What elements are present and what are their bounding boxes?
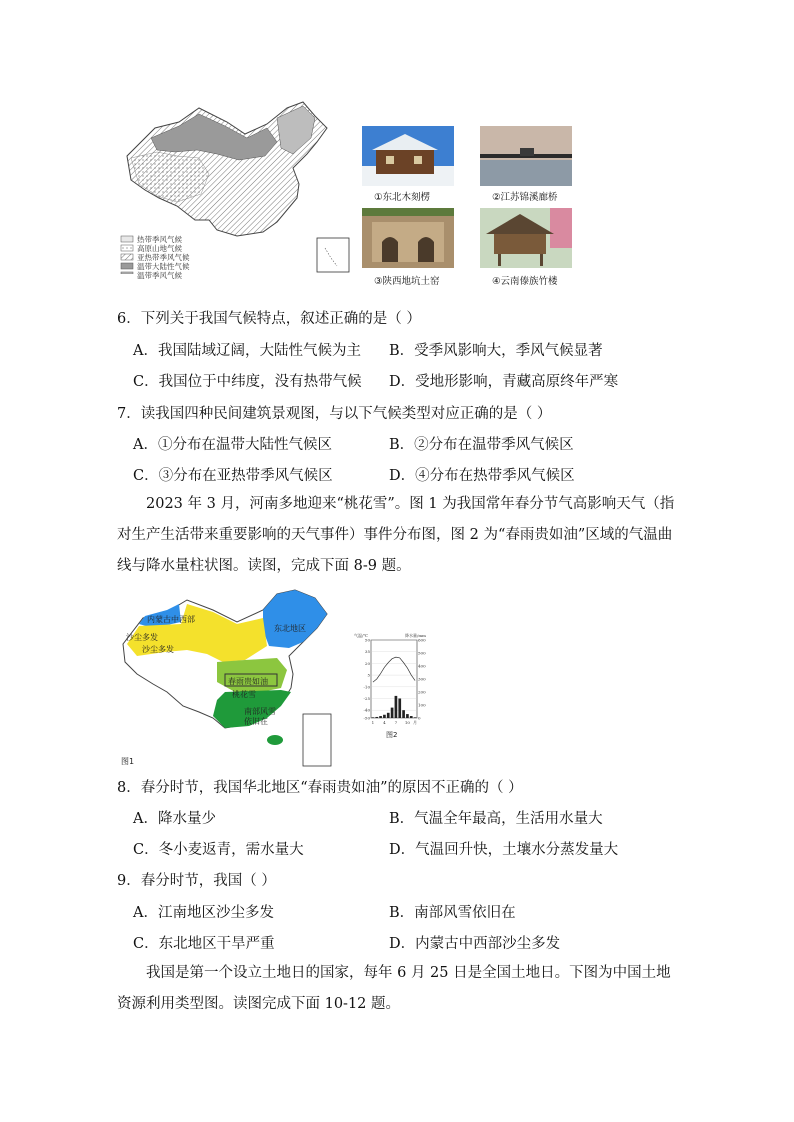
q6-option-c[interactable]: C．我国位于中纬度，没有热带气候 (133, 374, 362, 390)
y-tick-label: -40 (363, 707, 370, 713)
precip-bar (406, 714, 409, 718)
question-8-stem: 8．春分时节，我国华北地区“春雨贵如油”的原因不正确的（ ） (117, 780, 523, 796)
y-tick-label: -50 (363, 715, 370, 721)
passage-10-12: 我国是第一个设立土地日的国家，每年 6 月 25 日是全国土地日。下图为中国土地资源利用类型图。读图完成下面 10-12 题。 (117, 965, 671, 1012)
precip-bar (391, 708, 394, 718)
climate-chart (353, 630, 435, 742)
x-tick-label: 4 (383, 720, 386, 725)
legend-item: 温带大陆性气候 (137, 262, 190, 271)
log-house-photo (362, 126, 454, 186)
q9-option-d[interactable]: D．内蒙古中西部沙尘多发 (389, 936, 561, 952)
q8-option-b[interactable]: B．气温全年最高，生活用水量大 (389, 811, 603, 827)
x-tick-label: 月 (413, 720, 417, 725)
precip-bar (372, 717, 375, 718)
passage-8-9: 2023 年 3 月，河南多地迎来“桃花雪”。图 1 为我国常年春分节气高影响天气（指对生产生活带来重要影响的天气事件）事件分布图，图 2 为“春雨贵如油”区域的气温曲线与降水量柱状图。读图，完成下面 8-9 题。 (117, 496, 675, 574)
q8-option-a[interactable]: A．降水量少 (133, 811, 216, 827)
q7-option-c[interactable]: C．③分布在亚热带季风气候区 (133, 468, 333, 484)
map-label: 内蒙古中西部 (147, 615, 195, 624)
y-tick-label: 35 (364, 649, 370, 655)
question-7-stem: 7．读我国四种民间建筑景观图，与以下气候类型对应正确的是（ ） (117, 406, 552, 422)
y2-tick-label: 500 (418, 650, 426, 656)
right-axis-title: 降水量/mm (405, 633, 426, 638)
y2-tick-label: 300 (418, 676, 426, 682)
map-label: 桃花雪 (232, 690, 256, 699)
legend-item: 热带季风气候 (137, 235, 182, 244)
y2-tick-label: 100 (418, 702, 426, 708)
photo-caption: ②江苏锦溪廊桥 (492, 192, 558, 203)
y-tick-label: 20 (364, 660, 370, 666)
q9-option-c[interactable]: C．东北地区干旱严重 (133, 936, 275, 952)
precip-bar (402, 710, 405, 718)
q9-option-b[interactable]: B．南部风雪依旧在 (389, 905, 516, 921)
y2-tick-label: 600 (418, 637, 426, 643)
q7-option-b[interactable]: B．②分布在温带季风气候区 (389, 437, 574, 453)
q6-option-d[interactable]: D．受地形影响，青藏高原终年严寒 (389, 374, 619, 390)
precip-bar (375, 717, 378, 718)
photo-caption: ④云南傣族竹楼 (492, 276, 558, 287)
chart-caption: 图2 (386, 731, 398, 739)
q9-option-a[interactable]: A．江南地区沙尘多发 (133, 905, 274, 921)
precip-bar (395, 696, 398, 718)
precip-bar (414, 717, 417, 718)
precip-bar (387, 713, 390, 718)
legend-item: 高原山地气候 (137, 244, 182, 253)
photo-caption: ③陕西地坑土窑 (374, 276, 440, 287)
map-label: 依旧在 (244, 717, 268, 726)
x-tick-label: 10 (404, 720, 410, 725)
bridge-photo (480, 126, 572, 186)
legend-item: 温带季风气候 (137, 271, 182, 280)
q6-option-a[interactable]: A．我国陆域辽阔，大陆性气候为主 (133, 343, 361, 359)
y-tick-label: 50 (364, 637, 370, 643)
q6-option-b[interactable]: B．受季风影响大，季风气候显著 (389, 343, 603, 359)
precip-bar (383, 715, 386, 718)
question-6-stem: 6．下列关于我国气候特点，叙述正确的是（ ） (117, 311, 421, 327)
cave-dwelling-photo (362, 208, 454, 268)
bamboo-house-photo (480, 208, 572, 268)
y-tick-label: 5 (367, 672, 370, 678)
precip-bar (379, 716, 382, 718)
q7-option-a[interactable]: A．①分布在温带大陆性气候区 (133, 437, 332, 453)
map-label: 沙尘多发 (142, 645, 174, 654)
y2-tick-label: 0 (418, 715, 421, 721)
x-tick-label: 7 (394, 720, 398, 725)
q8-option-d[interactable]: D．气温回升快，土壤水分蒸发量大 (389, 842, 619, 858)
y-tick-label: -10 (363, 684, 370, 690)
map-label: 沙尘多发 (126, 633, 158, 642)
precip-bar (398, 699, 401, 719)
q7-option-d[interactable]: D．④分布在热带季风气候区 (389, 468, 575, 484)
temperature-line (373, 657, 415, 682)
map-label: 南部风雪 (244, 707, 276, 716)
y-tick-label: -25 (363, 696, 370, 701)
left-axis-title: 气温/℃ (354, 633, 368, 638)
photo-caption: ①东北木刻楞 (374, 192, 431, 203)
map-label: 春雨贵如油 (228, 677, 268, 686)
map-caption: 图1 (121, 757, 135, 766)
x-tick-label: 1 (371, 720, 375, 725)
legend-item: 亚热带季风气候 (137, 253, 190, 262)
q8-option-c[interactable]: C．冬小麦返青，需水量大 (133, 842, 304, 858)
y2-tick-label: 400 (418, 663, 426, 669)
y2-tick-label: 200 (418, 689, 426, 695)
map-label: 东北地区 (274, 624, 306, 633)
question-9-stem: 9．春分时节，我国（ ） (117, 873, 276, 889)
precip-bar (410, 716, 413, 718)
climate-chart-svg (353, 630, 435, 742)
